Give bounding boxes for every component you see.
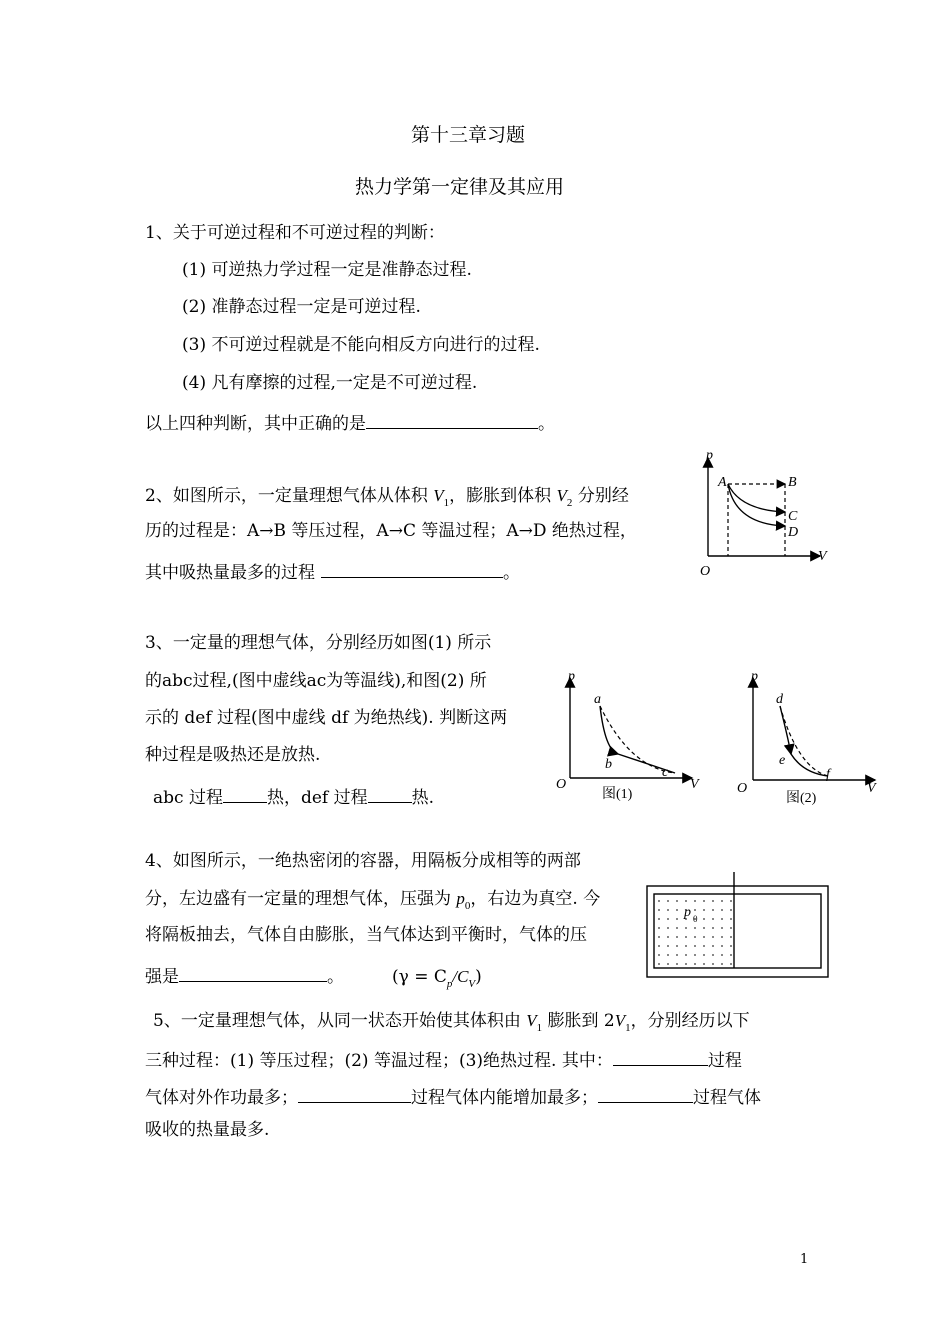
q2-label-p: p <box>706 448 713 463</box>
q3f2-path-de <box>780 706 791 754</box>
q3f1-caption: 图(1) <box>602 787 633 802</box>
q3f1-label-o: O <box>556 777 567 792</box>
q2-label-v: V <box>818 549 827 564</box>
q2-end: 。 <box>503 563 520 583</box>
q3-abc-blank[interactable] <box>223 785 267 803</box>
q1-option-3: (3) 不可逆过程就是不能向相反方向进行的过程. <box>182 335 540 355</box>
q2-answer-blank[interactable] <box>321 560 503 578</box>
q1-option-2: (2) 准静态过程一定是可逆过程. <box>182 297 421 317</box>
q1-end: 。 <box>538 414 555 434</box>
q2-v1: V <box>433 486 444 505</box>
q4-line-4 <box>145 964 482 990</box>
q3-abc-text: abc 过程 <box>153 788 223 808</box>
q2-v2: V <box>556 486 567 505</box>
q5-blank-3[interactable] <box>598 1085 693 1103</box>
q5-line-1a: 5、一定量理想气体，从同一状态开始使其体积由 <box>153 1011 527 1031</box>
q5-line-4: 吸收的热量最多. <box>145 1120 270 1140</box>
q4-line-2 <box>145 889 601 912</box>
q5-line-2b: 过程 <box>707 1051 742 1071</box>
q5-line-3b: 过程气体内能增加最多； <box>411 1088 598 1108</box>
q4-end: 。 <box>327 967 344 987</box>
page-number: 1 <box>800 1252 809 1267</box>
q2-label-b: B <box>788 475 797 490</box>
q3f1-label-v: V <box>690 777 699 792</box>
q3f1-label-c: c <box>662 765 669 780</box>
q3f2-label-o: O <box>737 781 748 796</box>
q2-v1-sub: 1 <box>443 497 450 509</box>
section-subtitle: 热力学第一定律及其应用 <box>355 176 565 198</box>
q4-fig-label-sub: 0 <box>693 914 698 924</box>
q2-line-1c: 分别经 <box>572 486 629 506</box>
q2-line-3 <box>145 560 520 582</box>
q5-line-2a: 三种过程：(1) 等压过程；(2) 等温过程；(3)绝热过程. 其中： <box>145 1051 613 1071</box>
q3-line-5 <box>153 785 434 807</box>
q4-line-4-text: 强是 <box>145 967 179 987</box>
q2-path-ac <box>728 484 785 512</box>
q4-line-1: 4、如图所示，一绝热密闭的容器，用隔板分成相等的两部 <box>145 851 581 871</box>
q3-heat-1: 热， <box>266 788 301 808</box>
q4-formula-a: (γ = C <box>392 967 447 987</box>
q5-line-3 <box>145 1085 761 1107</box>
q4-fig-label: p <box>684 905 691 920</box>
q3-line-3: 示的 def 过程(图中虚线 df 为绝热线). 判断这两 <box>145 708 508 728</box>
q1-ask <box>145 411 555 433</box>
q5-line-1c: ，分别经历以下 <box>630 1011 750 1031</box>
q5-v1b: V <box>614 1011 626 1030</box>
q3f1-path-ab <box>600 706 618 754</box>
q4-p0-sub: 0 <box>464 900 471 912</box>
q4-formula <box>392 967 482 990</box>
q5-v1b-sub: 1 <box>625 1022 631 1034</box>
q2-label-c: C <box>788 509 798 524</box>
q4-formula-mid: /C <box>452 967 469 986</box>
q5-v1: V <box>526 1011 537 1030</box>
q3f2-label-p: p <box>751 669 758 684</box>
q1-option-4: (4) 凡有摩擦的过程,一定是不可逆过程. <box>182 373 478 393</box>
q3-line-2: 的abc过程,(图中虚线ac为等温线),和图(2) 所 <box>145 671 487 691</box>
q3-heat-2: 热. <box>411 788 434 808</box>
q5-blank-1[interactable] <box>613 1048 708 1066</box>
q4-formula-end: ) <box>475 967 482 987</box>
q4-gas-region <box>655 895 733 967</box>
q4-line-2a: 分，左边盛有一定量的理想气体，压强为 <box>145 889 457 909</box>
q2-line-2: 历的过程是：A→B 等压过程，A→C 等温过程；A→D 绝热过程， <box>145 521 637 541</box>
q3f2-label-v: V <box>867 781 876 796</box>
q1-option-1: (1) 可逆热力学过程一定是准静态过程. <box>182 260 472 280</box>
q2-v2-sub: 2 <box>566 497 573 509</box>
q5-line-2 <box>145 1048 742 1070</box>
q3-def-blank[interactable] <box>368 785 412 803</box>
q5-v1-sub: 1 <box>536 1022 543 1034</box>
q5-line-1b: 膨胀到 2 <box>542 1011 615 1031</box>
q2-figure-pv-diagram <box>690 448 840 583</box>
q1-stem: 1、关于可逆过程和不可逆过程的判断： <box>145 223 445 243</box>
q4-figure-container <box>646 870 831 980</box>
q3f1-label-p: p <box>568 669 575 684</box>
q2-path-ad <box>728 484 785 526</box>
q2-label-d: D <box>788 525 799 540</box>
q3-line-4: 种过程是吸热还是放热. <box>145 745 321 765</box>
q3-figure-1 <box>550 668 710 803</box>
q3f1-label-b: b <box>605 757 612 772</box>
q4-line-3: 将隔板抽去，气体自由膨胀，当气体达到平衡时，气体的压 <box>145 925 587 945</box>
q2-line-1 <box>145 486 629 509</box>
q3-def-text: def 过程 <box>300 788 368 808</box>
q3f2-label-f: f <box>826 767 830 782</box>
q3f2-adiabat <box>780 706 828 776</box>
q3f1-label-a: a <box>594 692 601 707</box>
q2-label-a: A <box>718 475 727 490</box>
q3f2-caption: 图(2) <box>786 791 817 806</box>
q4-line-2b: ，右边为真空. 今 <box>470 889 601 909</box>
q5-line-1 <box>153 1011 750 1034</box>
q2-label-o: O <box>700 564 711 579</box>
q4-answer-blank[interactable] <box>179 964 327 982</box>
q3f2-label-d: d <box>776 692 783 707</box>
q2-line-1a: 2、如图所示，一定量理想气体从体积 <box>145 486 434 506</box>
q1-ask-text: 以上四种判断，其中正确的是 <box>145 414 366 434</box>
chapter-title: 第十三章习题 <box>411 124 526 146</box>
q3f2-label-e: e <box>779 753 786 768</box>
q4-formula-p: p <box>446 978 453 990</box>
q5-line-3c: 过程气体 <box>693 1088 761 1108</box>
q5-line-3a: 气体对外作功最多； <box>145 1088 298 1108</box>
q4-formula-v: V <box>468 978 476 990</box>
q3-line-1: 3、一定量的理想气体，分别经历如图(1) 所示 <box>145 633 492 653</box>
q2-line-3-text: 其中吸热量最多的过程 <box>145 563 315 583</box>
q4-p0: p <box>456 889 465 908</box>
q1-answer-blank[interactable] <box>366 411 538 429</box>
q2-line-1b: ，膨胀到体积 <box>449 486 557 506</box>
q5-blank-2[interactable] <box>298 1085 411 1103</box>
q3-figure-2 <box>733 668 893 806</box>
